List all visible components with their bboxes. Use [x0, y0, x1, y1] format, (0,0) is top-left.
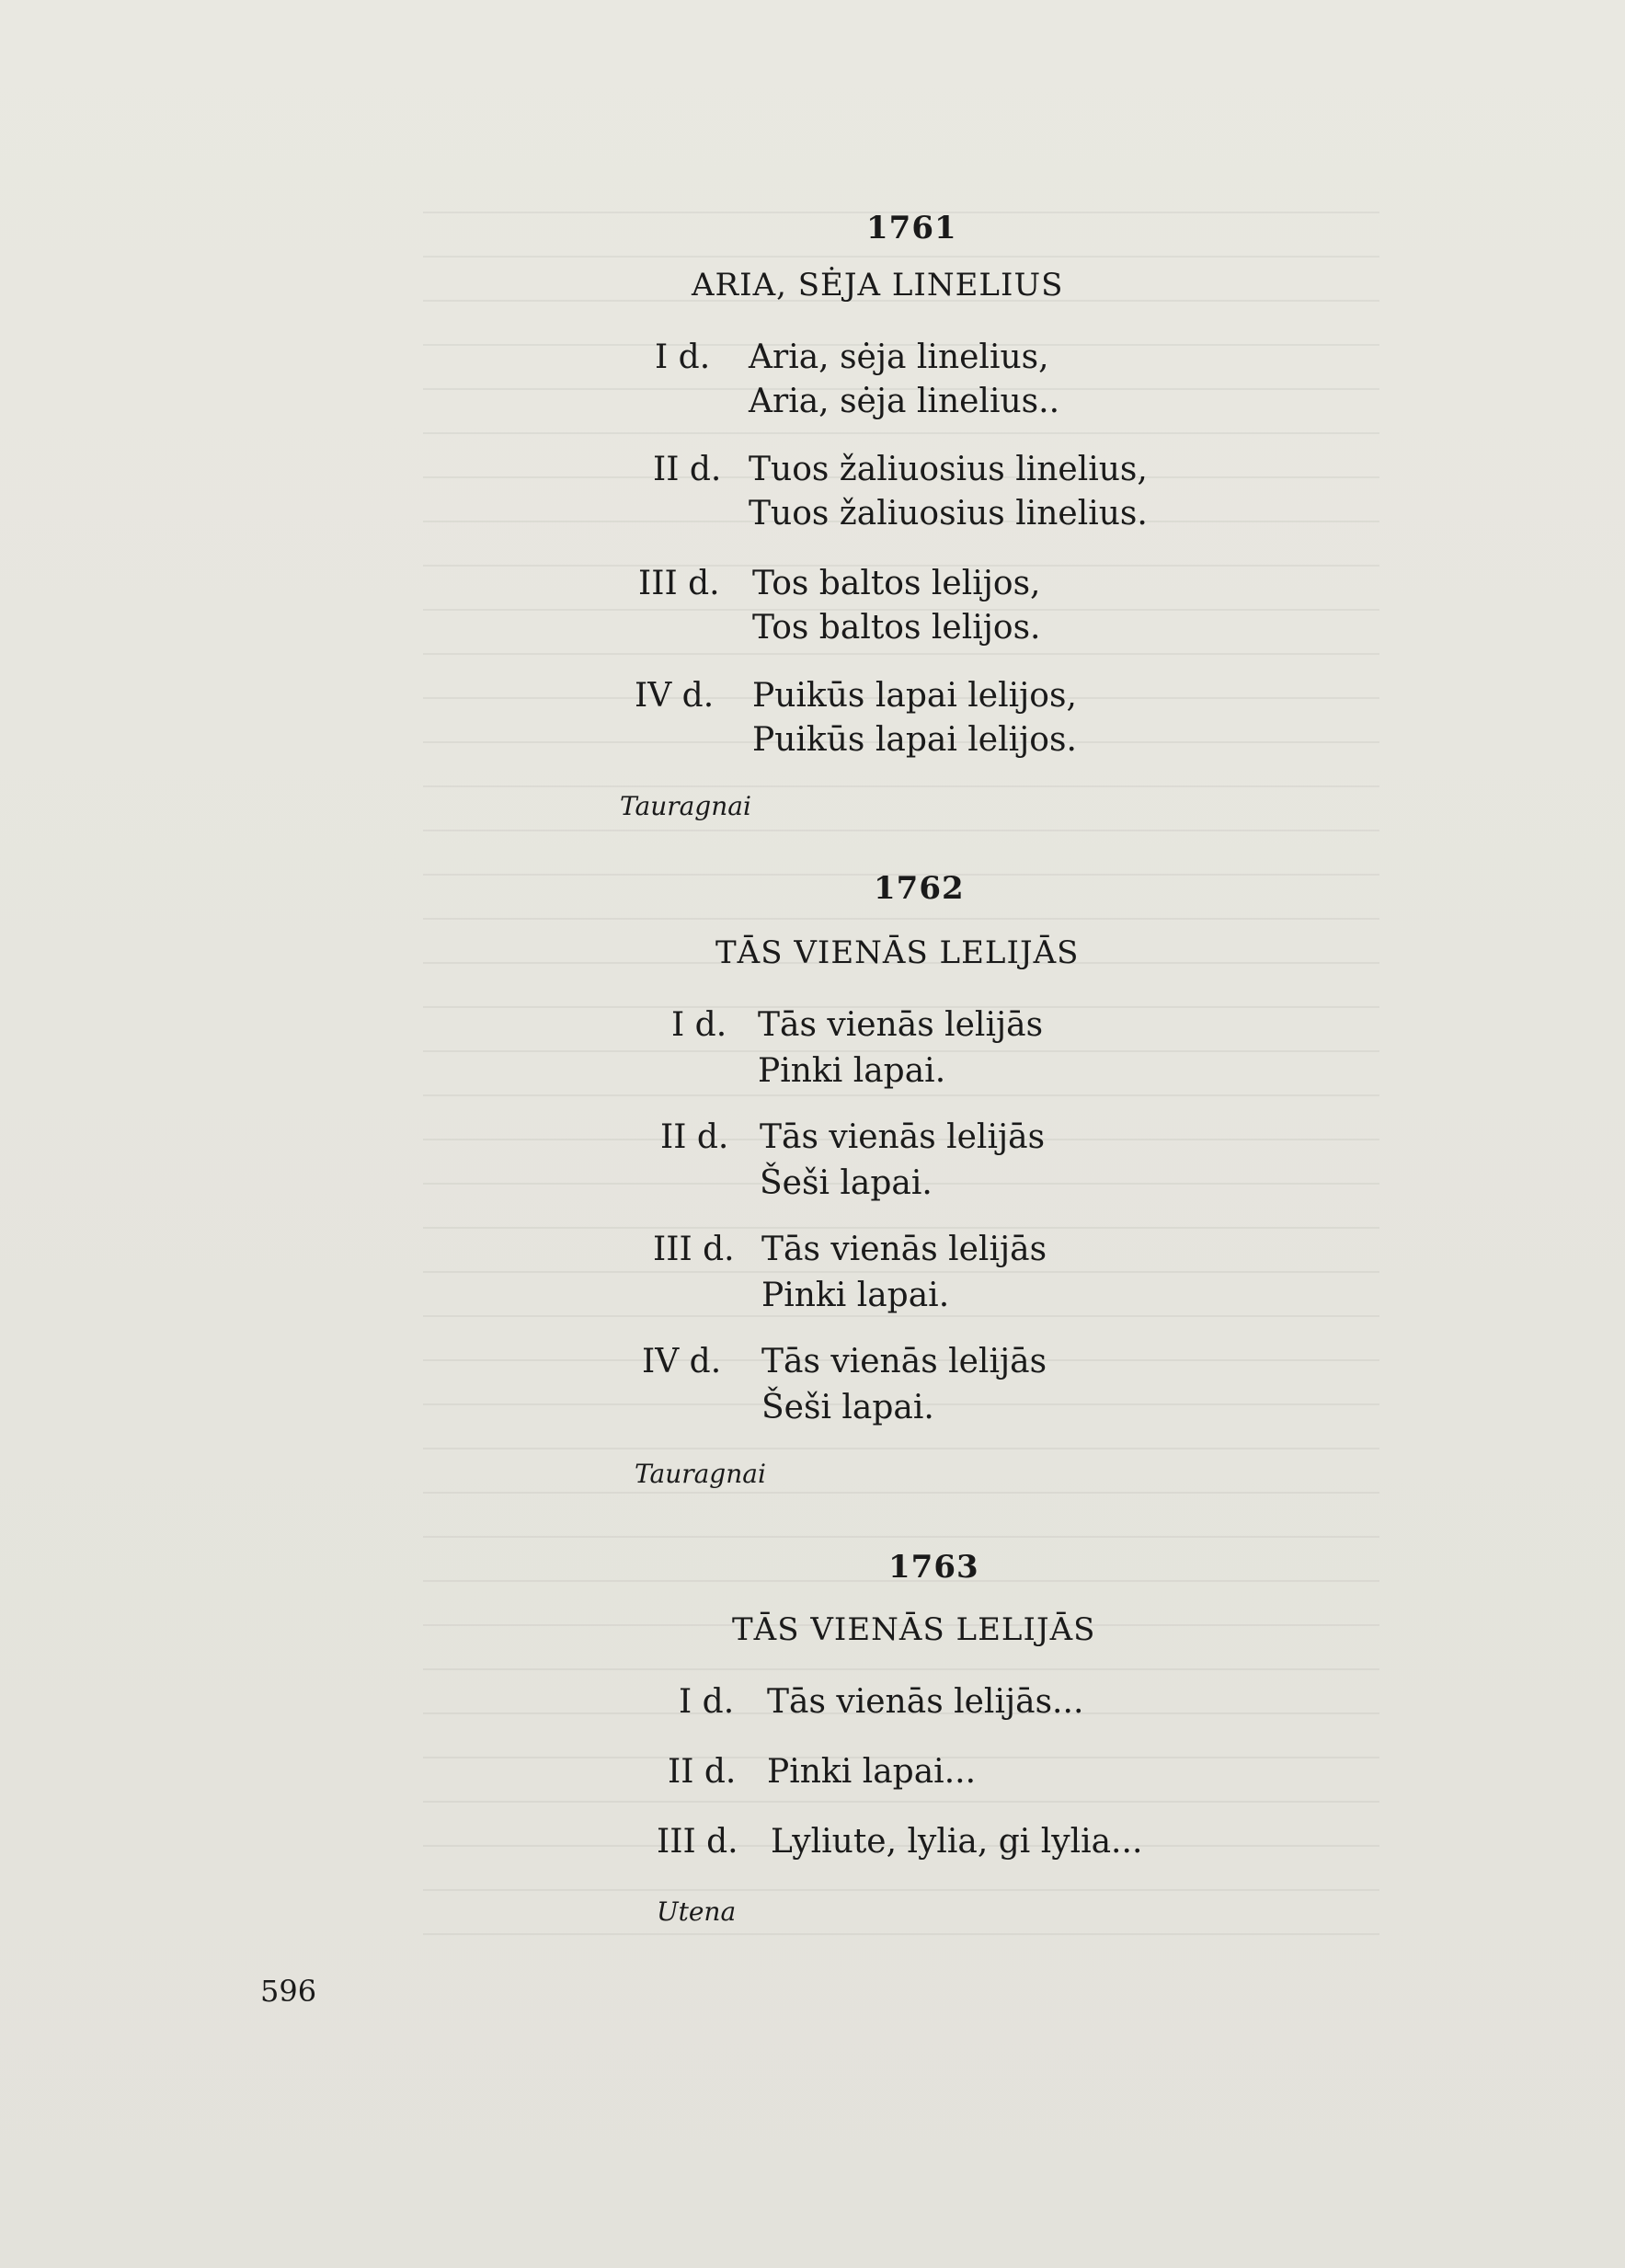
song-number: 1763: [888, 1549, 979, 1586]
verse-label: III d.: [653, 1231, 735, 1268]
verse-line: Puikūs lapai lelijos,: [752, 677, 1077, 715]
verse-line: Šeši lapai.: [760, 1164, 933, 1202]
song-title: TĀS VIENĀS LELIJĀS: [732, 1611, 1096, 1648]
verse-label: I d.: [679, 1683, 735, 1721]
verse-label: III d.: [638, 565, 720, 602]
page-number: 596: [260, 1974, 317, 2009]
verse-line: Tās vienās lelijās: [758, 1006, 1044, 1044]
verse-label: II d.: [668, 1753, 737, 1791]
verse-line: Puikūs lapai lelijos.: [752, 721, 1077, 759]
song-location: Tauragnai: [635, 1459, 766, 1489]
verse-line: Tuos žaliuosius linelius.: [749, 495, 1148, 533]
verse-label: II d.: [660, 1118, 729, 1156]
verse-line: Šeši lapai.: [761, 1389, 934, 1426]
verse-line: Aria, sėja linelius..: [749, 383, 1060, 420]
verse-line: Tuos žaliuosius linelius,: [749, 451, 1148, 488]
song-number: 1761: [866, 210, 957, 246]
verse-line: Tos baltos lelijos,: [752, 565, 1041, 602]
verse-line: Pinki lapai.: [761, 1277, 950, 1314]
verse-line: Tās vienās lelijās...: [767, 1683, 1084, 1721]
verse-line: Tās vienās lelijās: [761, 1231, 1047, 1268]
verse-label: IV d.: [635, 677, 715, 715]
verse-line: Lyliute, lylia, gi lylia...: [771, 1823, 1143, 1861]
verse-label: I d.: [671, 1006, 727, 1044]
verse-line: Pinki lapai.: [758, 1052, 946, 1090]
song-location: Tauragnai: [620, 791, 751, 821]
verse-label: IV d.: [642, 1343, 722, 1380]
verse-line: Aria, sėja linelius,: [749, 338, 1049, 376]
verse-line: Tās vienās lelijās: [760, 1118, 1046, 1156]
song-title: ARIA, SĖJA LINELIUS: [692, 267, 1064, 304]
verse-label: II d.: [653, 451, 722, 488]
verse-label: III d.: [657, 1823, 738, 1861]
verse-line: Pinki lapai...: [767, 1753, 977, 1791]
verse-line: Tos baltos lelijos.: [752, 609, 1041, 647]
song-title: TĀS VIENĀS LELIJĀS: [715, 934, 1080, 971]
song-location: Utena: [657, 1896, 737, 1927]
verse-line: Tās vienās lelijās: [761, 1343, 1047, 1380]
song-number: 1762: [874, 870, 965, 907]
verse-label: I d.: [655, 338, 711, 376]
